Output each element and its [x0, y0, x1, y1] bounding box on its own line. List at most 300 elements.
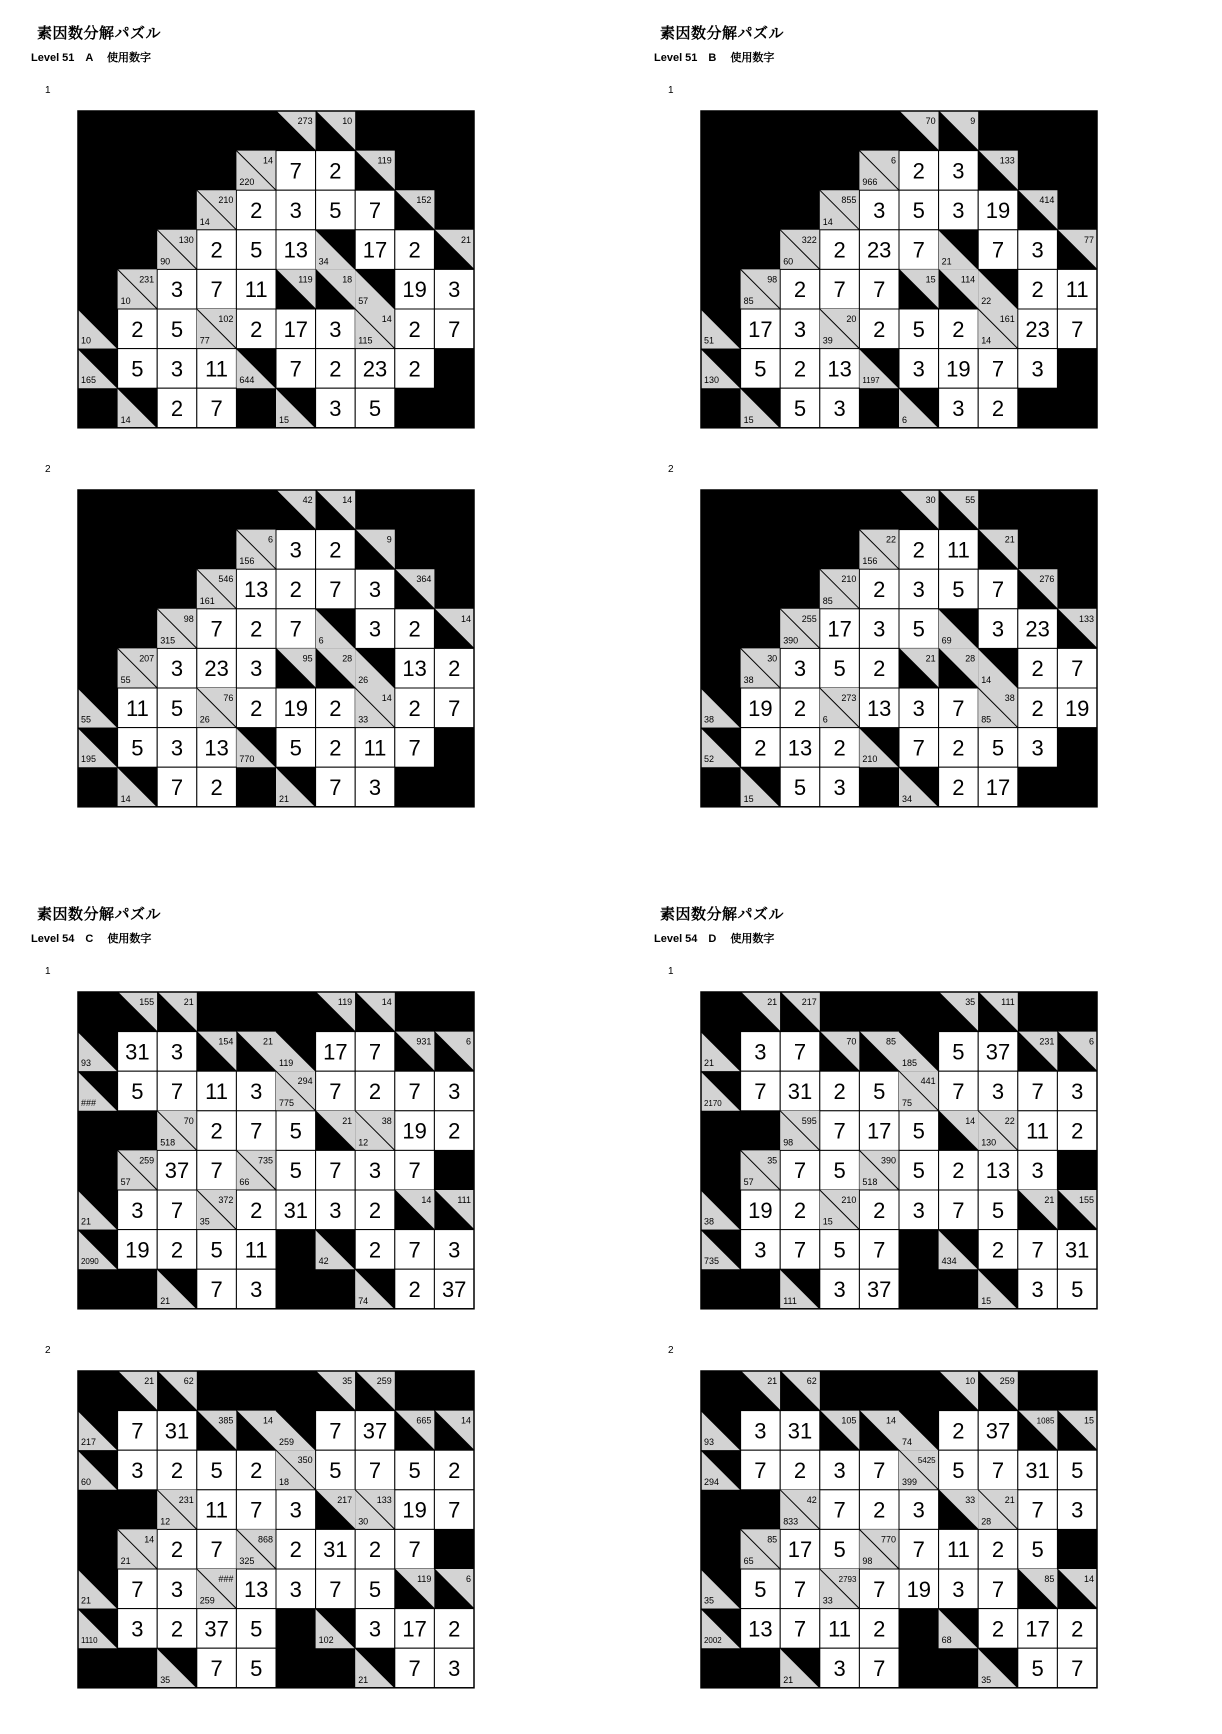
answer-digit: 3	[170, 356, 184, 382]
answer-digit: 7	[873, 1576, 886, 1602]
answer-cell	[236, 1230, 276, 1270]
answer-digit: 7	[833, 277, 846, 303]
clue-cell	[197, 1569, 237, 1609]
clue-cell	[395, 1411, 435, 1451]
answer-digit: 19	[125, 1237, 150, 1263]
answer-cell	[316, 309, 356, 349]
clue-down-value: 33	[822, 1595, 833, 1606]
clue-down-value: 130	[704, 375, 720, 386]
clue-cell	[978, 1111, 1018, 1151]
answer-digit: 13	[827, 356, 852, 382]
answer-cell	[741, 728, 781, 768]
clue-cell	[701, 349, 741, 389]
clue-cell	[78, 688, 118, 728]
clue-across-value: 217	[337, 1494, 353, 1505]
answer-cell	[899, 309, 939, 349]
clue-cell	[118, 1529, 158, 1569]
answer-cell	[355, 728, 395, 768]
answer-cell	[355, 1569, 395, 1609]
level-label: Level 51 A 使用数字	[31, 52, 152, 64]
clue-cell	[197, 1032, 237, 1072]
answer-digit: 3	[131, 1457, 144, 1483]
answer-digit: 5	[912, 1158, 925, 1184]
answer-digit: 7	[1031, 1237, 1044, 1263]
clue-down-value: 14	[822, 216, 833, 227]
answer-digit: 17	[323, 1039, 348, 1065]
answer-cell	[276, 569, 316, 609]
answer-digit: 19	[283, 695, 309, 721]
answer-digit: 2	[754, 735, 767, 761]
answer-cell	[780, 1032, 820, 1072]
clue-cell	[1018, 190, 1058, 230]
clue-cell	[939, 1371, 979, 1411]
answer-digit: 2	[912, 158, 925, 184]
answer-digit: 3	[329, 395, 342, 421]
answer-digit: 7	[289, 158, 302, 184]
answer-digit: 5	[833, 656, 846, 682]
answer-digit: 7	[329, 1418, 342, 1444]
answer-cell	[355, 767, 395, 807]
answer-cell	[741, 1190, 781, 1230]
clue-down-value: 15	[822, 1216, 833, 1227]
clue-across-value: 207	[139, 653, 155, 664]
answer-cell	[276, 1569, 316, 1609]
answer-digit: 2	[170, 1237, 184, 1263]
puzzle-board	[700, 991, 1098, 1310]
answer-digit: 3	[448, 277, 461, 303]
answer-cell	[157, 1569, 197, 1609]
clue-cell	[236, 349, 276, 389]
answer-digit: 7	[368, 1039, 382, 1065]
section-title: 素因数分解パズル	[660, 906, 785, 923]
answer-digit: 3	[754, 1418, 767, 1444]
answer-digit: 23	[1025, 616, 1050, 642]
clue-cell	[316, 992, 356, 1032]
clue-down-value: 14	[120, 793, 131, 804]
answer-cell	[978, 1411, 1018, 1451]
answer-digit: 19	[748, 695, 773, 721]
clue-across-value: 77	[1083, 234, 1094, 245]
answer-cell	[355, 388, 395, 428]
answer-digit: 3	[912, 1497, 925, 1523]
answer-cell	[859, 1490, 899, 1530]
answer-digit: 7	[754, 1457, 767, 1483]
clue-across-value: 350	[297, 1455, 313, 1466]
answer-digit: 7	[1031, 1078, 1044, 1104]
answer-digit: 2	[1071, 1616, 1084, 1642]
clue-cell	[939, 269, 979, 309]
clue-cell	[701, 1071, 741, 1111]
answer-cell	[355, 1150, 395, 1190]
clue-down-value: 51	[704, 335, 715, 346]
clue-cell	[395, 1190, 435, 1230]
clue-across-value: 21	[263, 1036, 274, 1047]
answer-cell	[780, 349, 820, 389]
answer-cell	[276, 1111, 316, 1151]
clue-across-value: 14	[381, 996, 392, 1007]
answer-digit: 17	[985, 774, 1011, 800]
clue-across-value: 10	[342, 115, 353, 126]
answer-cell	[978, 1230, 1018, 1270]
clue-cell	[276, 767, 316, 807]
clue-cell	[236, 728, 276, 768]
answer-cell	[197, 1450, 237, 1490]
answer-cell	[395, 688, 435, 728]
answer-cell	[780, 1450, 820, 1490]
answer-cell	[820, 767, 860, 807]
clue-down-value: 770	[239, 754, 255, 765]
clue-cell	[701, 309, 741, 349]
clue-down-value: 21	[120, 1555, 131, 1566]
answer-cell	[197, 269, 237, 309]
clue-across-value: 21	[767, 996, 778, 1007]
clue-down-value: 6	[902, 414, 907, 425]
answer-digit: 2	[329, 356, 342, 382]
clue-down-value: 93	[704, 1437, 715, 1448]
clue-across-value: 6	[268, 534, 274, 545]
clue-down-value: 98	[862, 1555, 873, 1566]
clue-cell	[939, 992, 979, 1032]
clue-down-value: 390	[783, 635, 799, 646]
answer-cell	[1018, 230, 1058, 270]
clue-down-value: 15	[981, 1295, 992, 1306]
clue-cell	[1057, 1569, 1097, 1609]
clue-down-value: 21	[783, 1674, 794, 1685]
answer-cell	[395, 648, 435, 688]
clue-down-value: 75	[902, 1097, 912, 1108]
answer-digit: 7	[408, 1158, 421, 1184]
clue-across-value: 21	[144, 1375, 155, 1386]
answer-cell	[197, 1269, 237, 1309]
answer-digit: 3	[368, 616, 382, 642]
answer-digit: 7	[329, 1078, 342, 1104]
answer-digit: 7	[448, 1497, 461, 1523]
answer-cell	[316, 151, 356, 191]
clue-across-value: 322	[801, 234, 817, 245]
clue-cell	[197, 1411, 237, 1451]
clue-cell	[157, 1490, 197, 1530]
answer-cell	[1018, 1609, 1058, 1649]
answer-cell	[276, 1190, 316, 1230]
answer-cell	[118, 349, 158, 389]
clue-down-value: 21	[278, 793, 289, 804]
answer-digit: 7	[793, 1039, 807, 1065]
answer-cell	[820, 1609, 860, 1649]
answer-cell	[820, 388, 860, 428]
clue-across-value: 133	[376, 1494, 392, 1505]
answer-digit: 7	[912, 735, 925, 761]
answer-digit: 2	[873, 316, 886, 342]
clue-across-value: 114	[960, 274, 976, 285]
answer-digit: 2	[991, 1616, 1005, 1642]
clue-cell	[276, 490, 316, 530]
answer-digit: 7	[448, 316, 461, 342]
answer-cell	[236, 1111, 276, 1151]
answer-digit: 19	[402, 277, 427, 303]
clue-cell	[899, 1032, 939, 1072]
answer-digit: 7	[873, 277, 886, 303]
answer-digit: 2	[250, 1457, 263, 1483]
clue-cell	[899, 388, 939, 428]
clue-cell	[316, 1371, 356, 1411]
clue-across-value: 70	[846, 1036, 857, 1047]
clue-cell	[316, 1490, 356, 1530]
answer-digit: 37	[866, 1276, 892, 1302]
puzzle-number: 1	[668, 85, 674, 96]
clue-across-value: 855	[841, 195, 857, 206]
answer-cell	[820, 1529, 860, 1569]
answer-digit: 13	[985, 1158, 1011, 1184]
answer-cell	[899, 1569, 939, 1609]
answer-digit: 5	[833, 1537, 846, 1563]
clue-across-value: 273	[297, 115, 313, 126]
answer-cell	[820, 1450, 860, 1490]
clue-down-value: 35	[981, 1674, 992, 1685]
clue-down-value: 518	[862, 1176, 878, 1187]
answer-cell	[859, 569, 899, 609]
clue-down-value: 55	[120, 674, 131, 685]
clue-cell	[899, 1450, 939, 1490]
clue-across-value: 14	[144, 1534, 155, 1545]
clue-cell	[939, 1111, 979, 1151]
clue-cell	[780, 1648, 820, 1688]
answer-cell	[355, 569, 395, 609]
answer-cell	[197, 728, 237, 768]
answer-cell	[939, 569, 979, 609]
clue-cell	[118, 767, 158, 807]
clue-cell	[316, 609, 356, 649]
clue-cell	[899, 1071, 939, 1111]
clue-down-value: 34	[318, 256, 329, 267]
answer-digit: 2	[793, 695, 807, 721]
clue-across-value: 276	[1039, 574, 1055, 585]
answer-digit: 3	[448, 1655, 461, 1681]
answer-digit: 11	[1026, 1118, 1050, 1144]
clue-down-value: 220	[239, 177, 255, 188]
puzzle-number: 1	[668, 966, 674, 977]
clue-down-value: 57	[743, 1176, 754, 1187]
answer-digit: 5	[210, 1237, 223, 1263]
clue-cell	[820, 309, 860, 349]
answer-cell	[899, 530, 939, 570]
clue-across-value: 35	[767, 1155, 778, 1166]
answer-digit: 2	[833, 735, 846, 761]
puzzle-board	[77, 110, 475, 429]
answer-digit: 2	[952, 774, 965, 800]
clue-across-value: 6	[891, 155, 896, 166]
answer-cell	[197, 1150, 237, 1190]
answer-cell	[316, 1150, 356, 1190]
answer-cell	[316, 688, 356, 728]
answer-cell	[899, 230, 939, 270]
answer-digit: 2	[1031, 277, 1044, 303]
answer-digit: 2	[131, 316, 144, 342]
answer-cell	[899, 1111, 939, 1151]
answer-digit: 2	[250, 616, 263, 642]
answer-cell	[939, 1032, 979, 1072]
clue-down-value: 15	[278, 414, 289, 425]
answer-digit: 2	[408, 237, 421, 263]
clue-across-value: 152	[416, 195, 432, 206]
answer-cell	[1057, 1111, 1097, 1151]
answer-cell	[395, 1529, 435, 1569]
answer-cell	[197, 1111, 237, 1151]
answer-digit: 2	[170, 395, 184, 421]
answer-cell	[316, 1529, 356, 1569]
answer-cell	[434, 269, 474, 309]
answer-digit: 2	[408, 616, 421, 642]
answer-digit: 11	[205, 1078, 229, 1104]
answer-cell	[276, 530, 316, 570]
clue-cell	[701, 1609, 741, 1649]
clue-cell	[859, 151, 899, 191]
clue-cell	[236, 1411, 276, 1451]
clue-cell	[78, 728, 118, 768]
answer-cell	[1018, 1150, 1058, 1190]
clue-down-value: 15	[743, 414, 754, 425]
answer-digit: 3	[833, 1457, 846, 1483]
section-title: 素因数分解パズル	[660, 25, 785, 42]
clue-across-value: 154	[218, 1036, 234, 1047]
clue-down-value: 66	[239, 1176, 250, 1187]
clue-across-value: 42	[302, 494, 313, 505]
clue-cell	[316, 111, 356, 151]
answer-cell	[157, 349, 197, 389]
answer-digit: 2	[329, 695, 342, 721]
clue-cell	[316, 1111, 356, 1151]
answer-cell	[434, 1648, 474, 1688]
clue-cell	[78, 1569, 118, 1609]
clue-across-value: 14	[342, 494, 353, 505]
answer-digit: 17	[787, 1537, 813, 1563]
answer-digit: 7	[368, 1457, 382, 1483]
answer-digit: 7	[131, 1418, 144, 1444]
answer-digit: 2	[952, 735, 965, 761]
clue-cell	[355, 1648, 395, 1688]
answer-cell	[316, 728, 356, 768]
clue-cell	[197, 190, 237, 230]
answer-cell	[355, 1529, 395, 1569]
clue-down-value: 77	[199, 335, 210, 346]
answer-cell	[780, 1529, 820, 1569]
clue-cell	[939, 230, 979, 270]
answer-cell	[820, 230, 860, 270]
clue-across-value: 385	[218, 1415, 234, 1426]
clue-cell	[157, 1648, 197, 1688]
clue-down-value: 644	[239, 375, 255, 386]
answer-digit: 11	[244, 1237, 268, 1263]
answer-digit: 7	[210, 277, 223, 303]
answer-digit: 2	[289, 576, 302, 602]
answer-digit: 23	[866, 237, 892, 263]
answer-cell	[197, 1609, 237, 1649]
clue-cell	[978, 151, 1018, 191]
clue-down-value: 10	[120, 295, 131, 306]
answer-cell	[118, 1190, 158, 1230]
clue-down-value: 38	[704, 714, 715, 725]
clue-across-value: 119	[298, 274, 313, 285]
clue-down-value: 156	[239, 556, 255, 567]
answer-cell	[939, 1190, 979, 1230]
answer-digit: 7	[170, 1078, 184, 1104]
answer-cell	[236, 648, 276, 688]
answer-cell	[316, 1071, 356, 1111]
clue-across-value: 14	[886, 1415, 896, 1426]
answer-digit: 2	[408, 695, 421, 721]
answer-digit: 7	[210, 1537, 223, 1563]
answer-cell	[157, 688, 197, 728]
answer-cell	[197, 388, 237, 428]
answer-cell	[197, 349, 237, 389]
clue-down-value: 28	[981, 1516, 992, 1527]
answer-digit: 5	[131, 356, 144, 382]
clue-across-value: 133	[999, 155, 1015, 166]
clue-cell	[157, 609, 197, 649]
answer-digit: 2	[873, 1497, 886, 1523]
clue-down-value: 833	[783, 1516, 799, 1527]
answer-cell	[434, 1490, 474, 1530]
answer-digit: 11	[828, 1616, 852, 1642]
answer-cell	[1018, 648, 1058, 688]
puzzle-board	[700, 110, 1098, 429]
answer-digit: 5	[873, 1078, 886, 1104]
answer-digit: 2	[833, 237, 846, 263]
answer-digit: 3	[912, 1197, 925, 1223]
answer-digit: 3	[368, 576, 382, 602]
answer-digit: 11	[1065, 277, 1089, 303]
clue-down-value: 1197	[862, 376, 880, 386]
answer-digit: 5	[991, 1197, 1005, 1223]
answer-digit: 2	[368, 1078, 382, 1104]
answer-digit: 3	[833, 774, 846, 800]
answer-digit: 19	[402, 1497, 427, 1523]
clue-down-value: 115	[358, 335, 373, 346]
answer-cell	[434, 309, 474, 349]
clue-down-value: 38	[743, 674, 754, 685]
answer-cell	[236, 309, 276, 349]
answer-cell	[355, 1411, 395, 1451]
clue-cell	[395, 1569, 435, 1609]
clue-across-value: 35	[342, 1375, 353, 1386]
clue-cell	[820, 1569, 860, 1609]
answer-cell	[276, 151, 316, 191]
clue-across-value: 931	[416, 1036, 432, 1047]
section-title: 素因数分解パズル	[37, 25, 162, 42]
answer-cell	[157, 1230, 197, 1270]
clue-across-value: 21	[925, 653, 936, 664]
answer-digit: 5	[833, 1237, 846, 1263]
answer-digit: 3	[912, 356, 925, 382]
clue-cell	[701, 728, 741, 768]
clue-cell	[701, 1032, 741, 1072]
clue-cell	[78, 1609, 118, 1649]
answer-cell	[316, 388, 356, 428]
answer-cell	[859, 648, 899, 688]
answer-cell	[1018, 1111, 1058, 1151]
answer-digit: 3	[170, 1039, 184, 1065]
answer-cell	[741, 688, 781, 728]
clue-down-value: 111	[783, 1295, 797, 1306]
answer-cell	[434, 648, 474, 688]
clue-cell	[157, 1371, 197, 1411]
answer-digit: 3	[1031, 356, 1044, 382]
answer-cell	[118, 1032, 158, 1072]
answer-cell	[118, 1071, 158, 1111]
answer-cell	[1057, 1230, 1097, 1270]
clue-cell	[899, 1411, 939, 1451]
clue-cell	[316, 1609, 356, 1649]
answer-cell	[1018, 1648, 1058, 1688]
